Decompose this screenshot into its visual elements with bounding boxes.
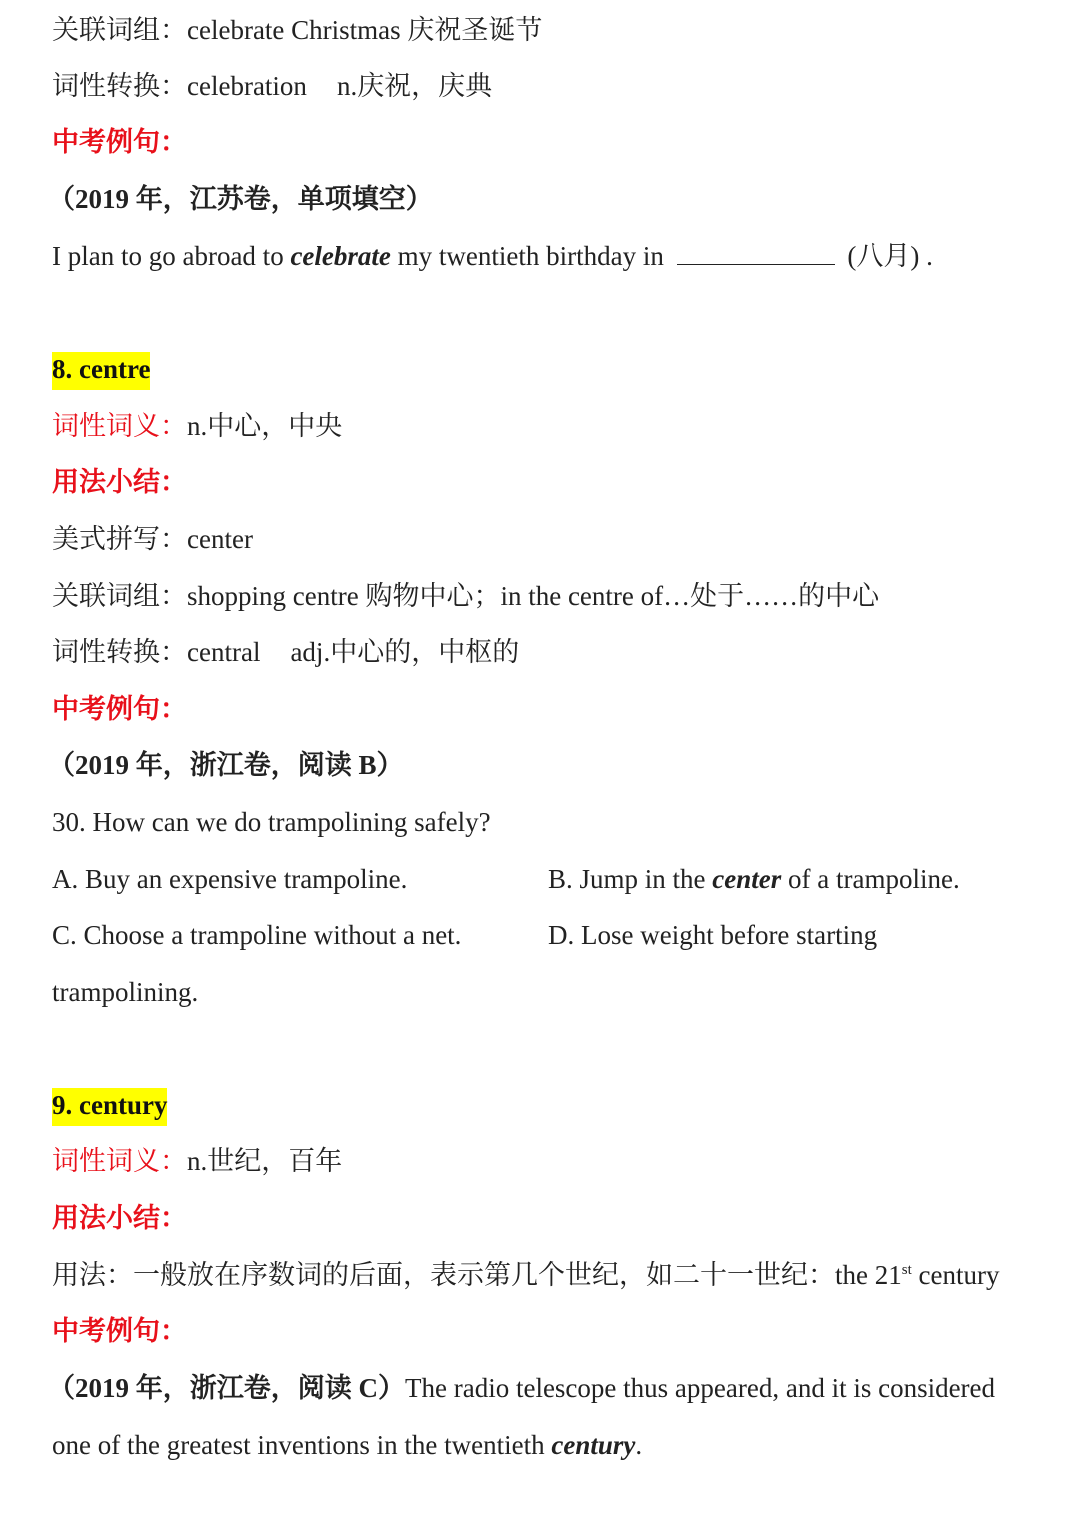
example-source: （2019 年，江苏卷，单项填空） [48, 184, 433, 214]
conversion-line: 词性转换：celebration n.庆祝，庆典 [52, 71, 493, 101]
us-spelling-line: 美式拼写：center [52, 524, 253, 554]
usage-line: 用法：一般放在序数词的后面，表示第几个世纪，如二十一世纪：the 21st century [52, 1260, 1000, 1290]
option-d: D. Lose weight before starting [548, 920, 878, 950]
option-b: B. Jump in the center of a trampoline. [548, 864, 960, 894]
option-c: C. Choose a trampoline without a net. [52, 920, 462, 950]
entry-title-century: 9. century [52, 1087, 167, 1123]
example-heading: 中考例句： [52, 127, 187, 157]
entry-title-centre: 8. centre [52, 351, 150, 387]
question: 30. How can we do trampolining safely? [52, 807, 491, 837]
example-heading: 中考例句： [52, 694, 187, 724]
option-a: A. Buy an expensive trampoline. [52, 864, 408, 894]
meaning-line: 词性词义：n.世纪，百年 [52, 1146, 343, 1176]
example-sentence: I plan to go abroad to celebrate my twentieth birthday in (八月) . [52, 241, 933, 271]
conversion-line: 词性转换：central adj.中心的，中枢的 [52, 637, 520, 667]
example-heading: 中考例句： [52, 1316, 187, 1346]
phrase-line: 关联词组：celebrate Christmas 庆祝圣诞节 [52, 15, 543, 45]
usage-heading: 用法小结： [52, 467, 187, 497]
example-sentence: （2019 年，浙江卷，阅读 C）The radio telescope thus appeared, and it is considered [48, 1373, 996, 1403]
meaning-line: 词性词义：n.中心，中央 [52, 411, 343, 441]
answer-blank[interactable] [677, 240, 835, 265]
option-d-continuation: trampolining. [52, 977, 199, 1007]
phrase-line: 关联词组：shopping centre 购物中心；in the centre of…处于……的中心 [52, 581, 880, 611]
example-sentence-continuation: one of the greatest inventions in the twentieth century. [52, 1430, 643, 1460]
usage-heading: 用法小结： [52, 1203, 187, 1233]
example-source: （2019 年，浙江卷，阅读 B） [48, 750, 404, 780]
